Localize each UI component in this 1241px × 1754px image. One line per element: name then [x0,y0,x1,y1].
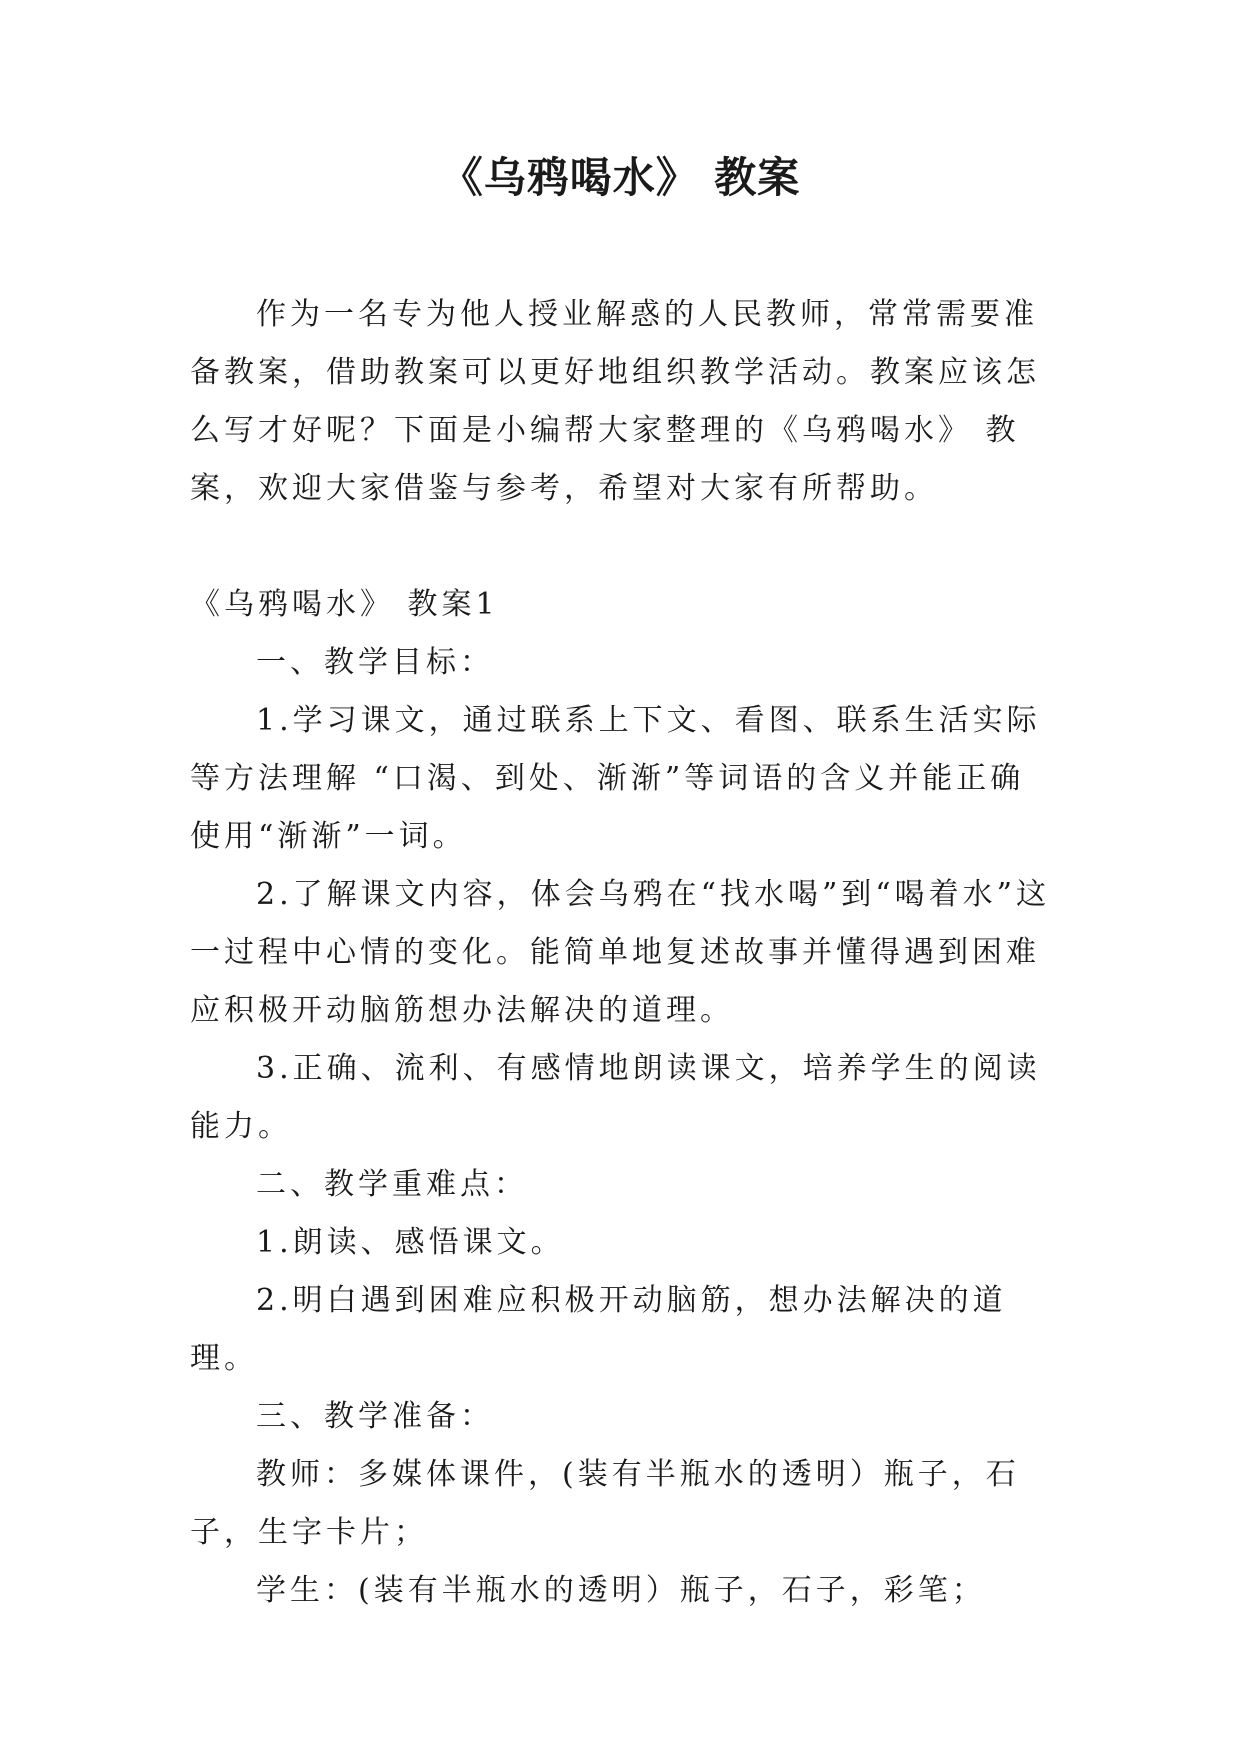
key-point-2: 2.明白遇到困难应积极开动脑筋，想办法解决的道理。 [190,1283,1007,1376]
student-materials: 学生：(装有半瓶水的透明）瓶子，石子，彩笔； [256,1573,986,1608]
key-point-1: 1.朗读、感悟课文。 [256,1225,565,1260]
objective-1: 1.学习课文，通过联系上下文、看图、联系生活实际等方法理解 “口渴、到处、渐渐”等词语的含义并能正确使用“渐渐”一词。 [190,703,1041,854]
objective-3: 3.正确、流利、有感情地朗读课文，培养学生的阅读能力。 [190,1051,1041,1144]
heading-teaching-objectives: 一、教学目标： [256,645,494,680]
document-body [190,286,1052,1620]
intro-paragraph: 作为一名专为他人授业解惑的人民教师，常常需要准备教案，借助教案可以更好地组织教学活动。教案应该怎么写才好呢？下面是小编帮大家整理的《乌鸦喝水》 教案，欢迎大家借鉴与参考，希望对大家有所帮助。 [190,297,1040,506]
teacher-materials: 教师：多媒体课件，(装有半瓶水的透明）瓶子，石子，生字卡片； [190,1457,1020,1550]
heading-preparation: 三、教学准备： [256,1399,494,1434]
objective-2: 2.了解课文内容，体会乌鸦在“找水喝”到“喝着水”这一过程中心情的变化。能简单地复述故事并懂得遇到困难应积极开动脑筋想办法解决的道理。 [190,877,1050,1028]
section-title: 《乌鸦喝水》 教案1 [190,587,499,622]
document-title: 《乌鸦喝水》 教案 [440,153,801,202]
heading-key-points: 二、教学重难点： [256,1167,528,1202]
paragraph-spacer [190,518,1052,576]
